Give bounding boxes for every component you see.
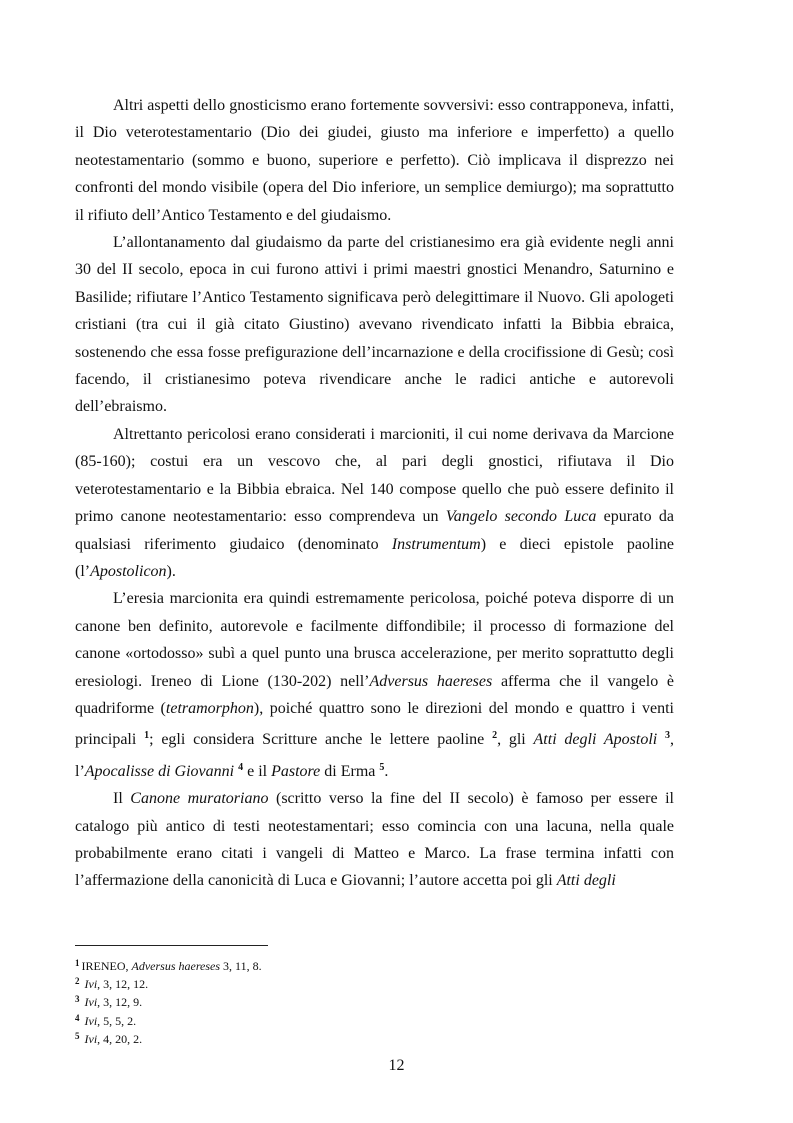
- footnotes: [75, 956, 674, 1047]
- page-number: 12: [388, 1057, 405, 1074]
- paragraph-judaism: L’allontanamento dal giudaismo da parte del cristianesimo era già evidente negli anni 30 del II secolo, epoca in cui furono attivi i primi maestri gnostici Menandro, Saturnino e Basilide; rifiutare l’Antico Testamento significava però delegittimare il Nuovo. Gli apologeti cristiani (tra cui il già citato Giustino) avevano rivendicato infatti la Bibbia ebraica, sostenendo che essa fosse prefigurazione dell’incarnazione e della crocifissione di Gesù; così facendo, il cristianesimo poteva rivendicare anche le radici antiche e autorevoli dell’ebraismo.: [75, 234, 674, 416]
- body-text: [75, 92, 674, 895]
- footnote-ref-2[interactable]: 2: [492, 730, 498, 742]
- paragraph-marcionite-heresy: L’eresia marcionita era quindi estremamente pericolosa, poiché poteva disporre di un canone ben definito, autorevole e facilmente diffondibile; il processo di formazione del canone «ortodosso» subì a quel punto una brusca accelerazione, per merito soprattutto degli eresiologi. Ireneo di Lione (130-202) nell’Adversus haereses afferma che il vangelo è quadriforme (tetramorphon), poiché quattro sono le direzioni del mondo e quattro i venti principali $^1$; egli considera Scritture anche le lettere paoline $^2$, gli Atti degli Apostoli $^3$, l’Apocalisse di Giovanni $^4$ e il Pastore di Erma $^5$.: [75, 590, 675, 780]
- paragraph-muratorian-canon: Il Canone muratoriano (scritto verso la fine del II secolo) è famoso per essere il catalogo più antico di testi neotestamentari; esso comincia con una lacuna, nella quale probabilmente erano citati i vangeli di Matteo e Marco. La frase termina infatti con l’affermazione della canonicità di Luca e Giovanni; l’autore accetta poi gli Atti degli: [75, 790, 675, 890]
- footnote-separator: [75, 945, 268, 946]
- footnote-ref-3[interactable]: 3: [665, 730, 671, 742]
- paragraph-marcionites: Altrettanto pericolosi erano considerati i marcioniti, il cui nome derivava da Marcione (85-160); costui era un vescovo che, al pari degli gnostici, rifiutava il Dio veterotestamentario e la Bibbia ebraica. Nel 140 compose quello che può essere definito il primo canone neotestamentario: esso comprendeva un Vangelo secondo Luca epurato da qualsiasi riferimento giudaico (denominato Instrumentum) e dieci epistole paoline (l’Apostolicon).: [75, 425, 675, 580]
- footnote-2: $^2$ Ivi, 3, 12, 12.: [75, 976, 149, 992]
- footnote-3: $^3$ Ivi, 3, 12, 9.: [75, 994, 143, 1010]
- footnote-5: $^5$ Ivi, 4, 20, 2.: [75, 1030, 143, 1046]
- footnote-ref-5[interactable]: 5: [379, 761, 385, 773]
- paragraph-gnosticism: Altri aspetti dello gnosticismo erano fortemente sovversivi: esso contrapponeva, infatti, il Dio veterotestamentario (Dio dei giudei, giusto ma inferiore e imperfetto) a quello neotestamentario (sommo e buono, superiore e perfetto). Ciò implicava il disprezzo nei confronti del mondo visibile (opera del Dio inferiore, un semplice demiurgo); ma soprattutto il rifiuto dell’Antico Testamento e del giudaismo.: [75, 97, 674, 224]
- footnote-ref-1[interactable]: 1: [144, 730, 150, 742]
- footnote-ref-4[interactable]: 4: [238, 761, 244, 773]
- footnote-1: $^1$ IRENEO, Adversus haereses 3, 11, 8.: [75, 958, 262, 973]
- footnote-4: $^4$ Ivi, 5, 5, 2.: [75, 1012, 137, 1028]
